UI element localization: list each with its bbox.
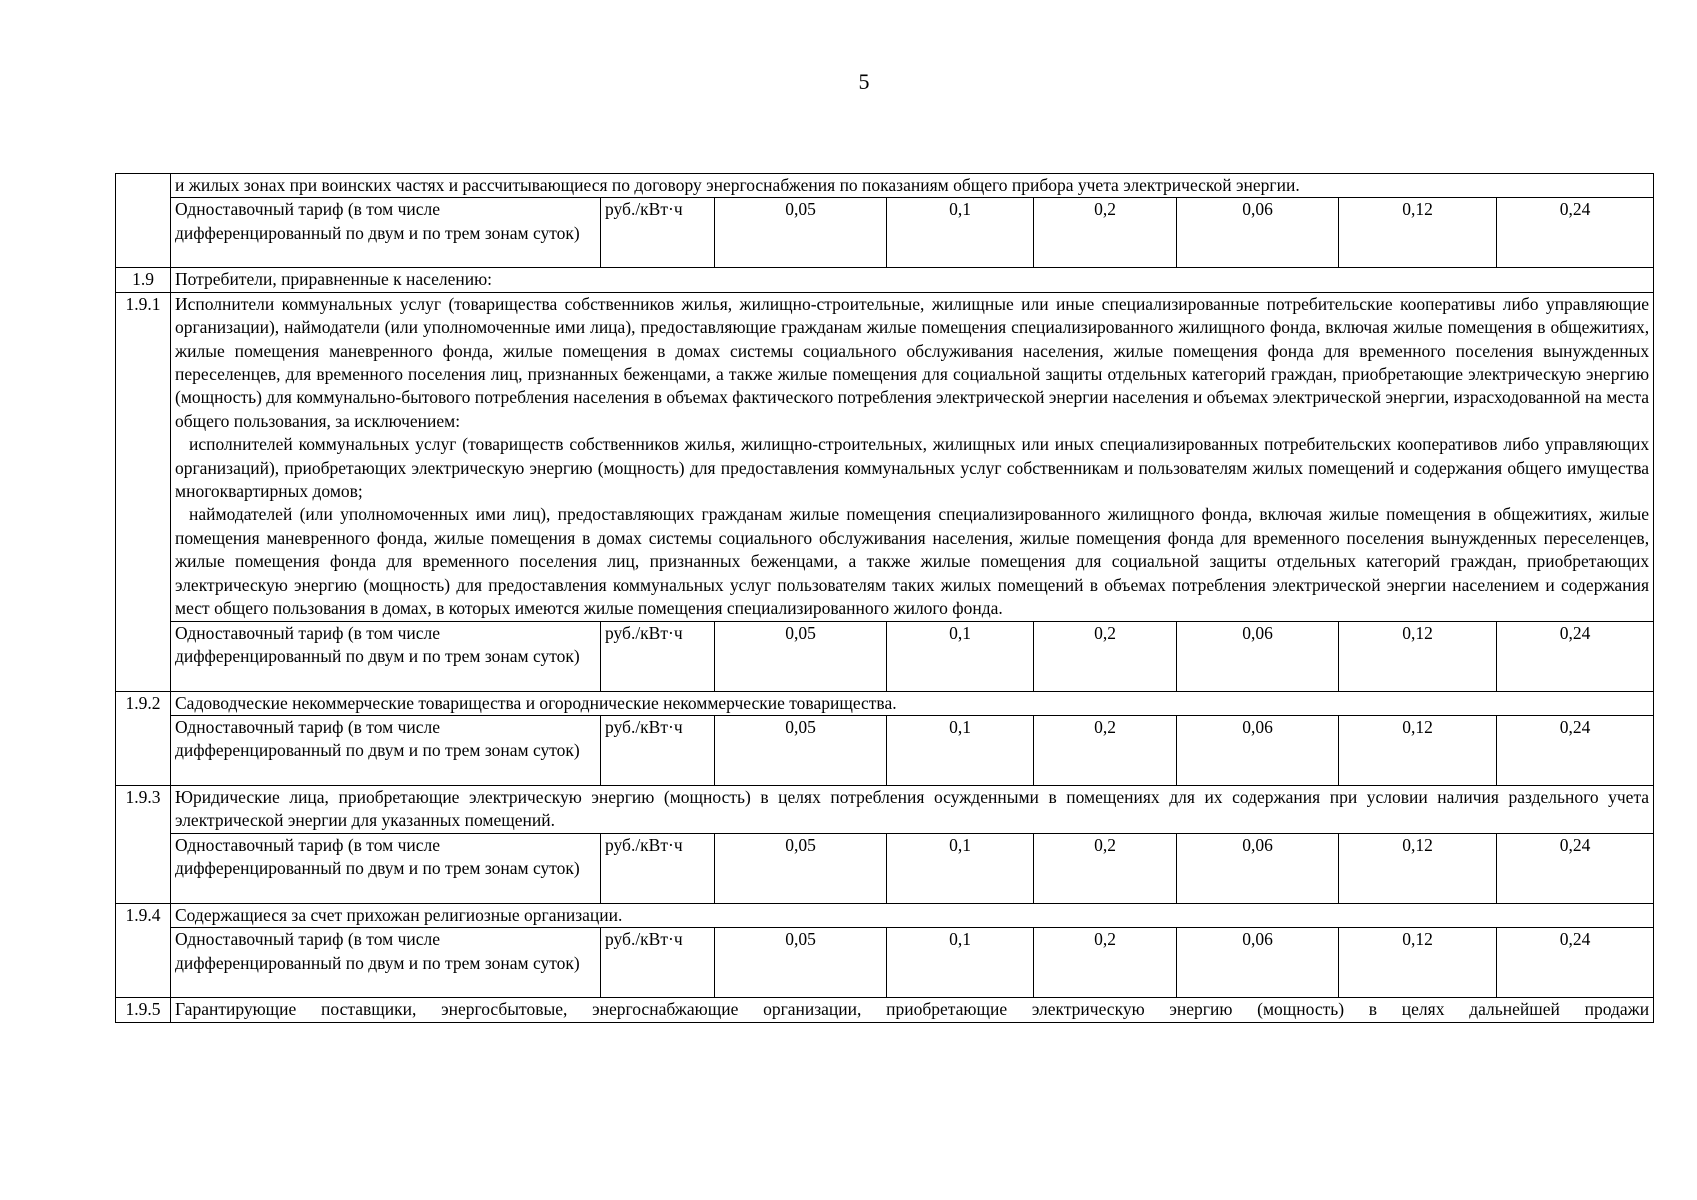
row-description: Содержащиеся за счет прихожан религиозные организации. — [171, 903, 1654, 927]
tariff-row — [116, 198, 1654, 268]
value-cell: 0,12 — [1339, 621, 1497, 691]
value-cell: 0,05 — [715, 198, 887, 268]
value-cell: 0,1 — [887, 928, 1034, 998]
row-description: Гарантирующие поставщики, энергосбытовые, энергоснабжающие организации, приобретающие электрическую энергию (мощность) в целях дальнейшей продажи — [171, 998, 1654, 1022]
unit-cell: руб./кВт·ч — [601, 715, 715, 785]
value-cell: 0,1 — [887, 833, 1034, 903]
value-cell: 0,05 — [715, 928, 887, 998]
value-cell: 0,12 — [1339, 715, 1497, 785]
unit-cell: руб./кВт·ч — [601, 621, 715, 691]
tariff-row — [116, 715, 1654, 785]
value-cell: 0,2 — [1034, 928, 1177, 998]
value-cell: 0,2 — [1034, 715, 1177, 785]
tariff-row — [116, 928, 1654, 998]
tariff-row — [116, 833, 1654, 903]
value-cell: 0,24 — [1497, 621, 1654, 691]
tariff-row — [116, 621, 1654, 691]
value-cell: 0,05 — [715, 621, 887, 691]
table-row — [116, 785, 1654, 833]
value-cell: 0,06 — [1177, 621, 1339, 691]
value-cell: 0,12 — [1339, 198, 1497, 268]
table-row — [116, 998, 1654, 1022]
row-description — [171, 292, 1654, 621]
row-number — [116, 174, 171, 268]
value-cell: 0,1 — [887, 715, 1034, 785]
paragraph: исполнителей коммунальных услуг (товариществ собственников жилья, жилищно-строительных, жилищных или иных специализированных потребительских кооперативов либо управляющих организаций), приобретающих электрическую энергию (мощность) для предоставления коммунальных услуг собственникам и пользователям жилых помещений и содержания общего имущества многоквартирных домов; — [175, 434, 1650, 502]
row-number: 1.9.3 — [116, 785, 171, 903]
paragraph: Исполнители коммунальных услуг (товарищества собственников жилья, жилищно-строительные, жилищные или иные специализированные потребительские кооперативы либо управляющие организации), наймодатели (или уполномоченные ими лица), предоставляющие гражданам жилые помещения специализированного жилищного фонда, включая жилые помещения в общежитиях, жилые помещения маневренного фонда, жилые помещения в домах системы социального обслуживания населения, жилые помещения фонда для временного поселения вынужденных переселенцев, для временного поселения лиц, признанных беженцами, а также жилые помещения для социальной защиты отдельных категорий граждан, приобретающие электрическую энергию (мощность) для коммунально-бытового потребления населения в объемах фактического потребления электрической энергии населения и объемах электрической энергии, израсходованной на места общего пользования, за исключением: — [175, 293, 1650, 431]
table-row — [116, 903, 1654, 927]
page-number: 5 — [858, 69, 870, 94]
row-number: 1.9.5 — [116, 998, 171, 1022]
rate-label: Одноставочный тариф (в том числе дифференцированный по двум и по трем зонам суток) — [171, 928, 601, 998]
value-cell: 0,24 — [1497, 715, 1654, 785]
section-row — [116, 268, 1654, 292]
value-cell: 0,06 — [1177, 928, 1339, 998]
row-number: 1.9.2 — [116, 691, 171, 785]
row-description: Садоводческие некоммерческие товарищества и огороднические некоммерческие товарищества. — [171, 691, 1654, 715]
table-row — [116, 292, 1654, 621]
unit-cell: руб./кВт·ч — [601, 833, 715, 903]
value-cell: 0,05 — [715, 715, 887, 785]
value-cell: 0,12 — [1339, 928, 1497, 998]
rate-label: Одноставочный тариф (в том числе дифференцированный по двум и по трем зонам суток) — [171, 198, 601, 268]
rate-label: Одноставочный тариф (в том числе дифференцированный по двум и по трем зонам суток) — [171, 621, 601, 691]
rate-label: Одноставочный тариф (в том числе дифференцированный по двум и по трем зонам суток) — [171, 715, 601, 785]
value-cell: 0,2 — [1034, 833, 1177, 903]
value-cell: 0,24 — [1497, 928, 1654, 998]
unit-cell: руб./кВт·ч — [601, 928, 715, 998]
value-cell: 0,06 — [1177, 198, 1339, 268]
row-number: 1.9.4 — [116, 903, 171, 997]
row-description: Юридические лица, приобретающие электрическую энергию (мощность) в целях потребления осужденными в помещениях для их содержания при условии наличия раздельного учета электрической энергии для указанных помещений. — [171, 785, 1654, 833]
value-cell: 0,06 — [1177, 833, 1339, 903]
value-cell: 0,2 — [1034, 198, 1177, 268]
tariff-table — [115, 173, 1654, 1023]
value-cell: 0,1 — [887, 198, 1034, 268]
row-description: Потребители, приравненные к населению: — [171, 268, 1654, 292]
table-row — [116, 174, 1654, 198]
value-cell: 0,06 — [1177, 715, 1339, 785]
rate-label: Одноставочный тариф (в том числе дифференцированный по двум и по трем зонам суток) — [171, 833, 601, 903]
table-row — [116, 691, 1654, 715]
value-cell: 0,1 — [887, 621, 1034, 691]
value-cell: 0,12 — [1339, 833, 1497, 903]
value-cell: 0,05 — [715, 833, 887, 903]
row-number: 1.9.1 — [116, 292, 171, 691]
row-description: и жилых зонах при воинских частях и рассчитывающиеся по договору энергоснабжения по показаниям общего прибора учета электрической энергии. — [171, 174, 1654, 198]
value-cell: 0,2 — [1034, 621, 1177, 691]
value-cell: 0,24 — [1497, 198, 1654, 268]
value-cell: 0,24 — [1497, 833, 1654, 903]
row-number: 1.9 — [116, 268, 171, 292]
unit-cell: руб./кВт·ч — [601, 198, 715, 268]
paragraph: наймодателей (или уполномоченных ими лиц), предоставляющих гражданам жилые помещения специализированного жилищного фонда, включая жилые помещения в общежитиях, жилые помещения маневренного фонда, жилые помещения в домах системы социального обслуживания населения, жилые помещения фонда для временного поселения вынужденных переселенцев, жилые помещения фонда для временного поселения лиц, признанных беженцами, а также жилые помещения для социальной защиты отдельных категорий граждан, приобретающих электрическую энергию (мощность) для предоставления коммунальных услуг пользователям таких жилых помещений в объемах потребления электрической энергии населением и содержания мест общего пользования в домах, в которых имеются жилые помещения специализированного жилого фонда. — [175, 504, 1650, 619]
